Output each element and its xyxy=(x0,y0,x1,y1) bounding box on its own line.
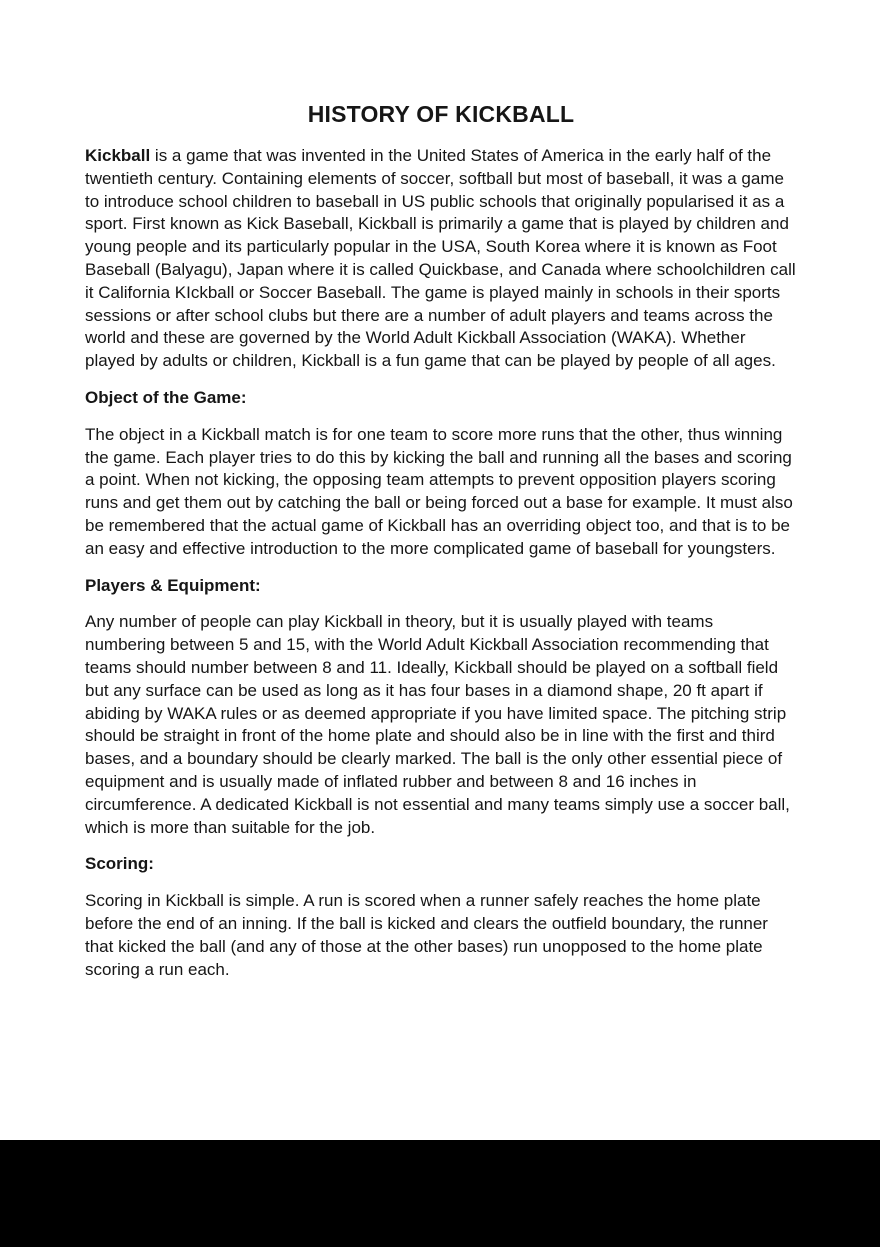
section-heading-scoring: Scoring: xyxy=(85,854,154,874)
intro-paragraph xyxy=(85,145,797,373)
section-paragraph-scoring: Scoring in Kickball is simple. A run is scored when a runner safely reaches the home plate before the end of an inning. If the ball is kicked and clears the outfield boundary, the runner that kicked the ball (and any of those at the other bases) run unopposed to the home plate scoring a run each. xyxy=(85,891,768,979)
page-bottom-black-area xyxy=(0,1140,880,1247)
section-heading-players-equipment: Players & Equipment: xyxy=(85,575,261,595)
section-paragraph-object-of-the-game: The object in a Kickball match is for one team to score more runs that the other, thus winning the game. Each player tries to do this by kicking the ball and running all the bases and scoring a point. When not kicking, the opposing team attempts to prevent opposition players scoring runs and get them out by catching the ball or being forced out a base for example. It must also be remembered that the actual game of Kickball has an overriding object too, and that is to be an easy and effective introduction to the more complicated game of baseball for youngsters. xyxy=(85,424,793,558)
intro-paragraph-text: is a game that was invented in the United States of America in the early half of the twentieth century. Containing elements of soccer, softball but most of baseball, it was a game to introduce school children to baseball in US public schools that originally popularised it as a sport. First known as Kick Baseball, Kickball is primarily a game that is played by children and young people and its particularly popular in the USA, South Korea where it is known as Foot Baseball (Balyagu), Japan where it is called Quickbase, and Canada where schoolchildren call it California KIckball or Soccer Baseball. The game is played mainly in schools in their sports sessions or after school clubs but there are a number of adult players and teams across the world and these are governed by the World Adult Kickball Association (WAKA). Whether played by adults or children, Kickball is a fun game that can be played by people of all ages. xyxy=(85,146,796,371)
intro-lead-word: Kickball xyxy=(85,146,151,165)
section-heading-object-of-the-game: Object of the Game: xyxy=(85,387,247,407)
section-paragraph-players-equipment: Any number of people can play Kickball in theory, but it is usually played with teams numbering between 5 and 15, with the World Adult Kickball Association recommending that teams should number between 8 and 11. Ideally, Kickball should be played on a softball field but any surface can be used as long as it has four bases in a diamond shape, 20 ft apart if abiding by WAKA rules or as deemed appropriate if you have limited space. The pitching strip should be straight in front of the home plate and should also be in line with the first and third bases, and a boundary should be clearly marked. The ball is the only other essential piece of equipment and is usually made of inflated rubber and between 8 and 16 inches in circumference. A dedicated Kickball is not essential and many teams simply use a soccer ball, which is more than suitable for the job. xyxy=(85,612,790,837)
page-title: HISTORY OF KICKBALL xyxy=(307,101,575,127)
